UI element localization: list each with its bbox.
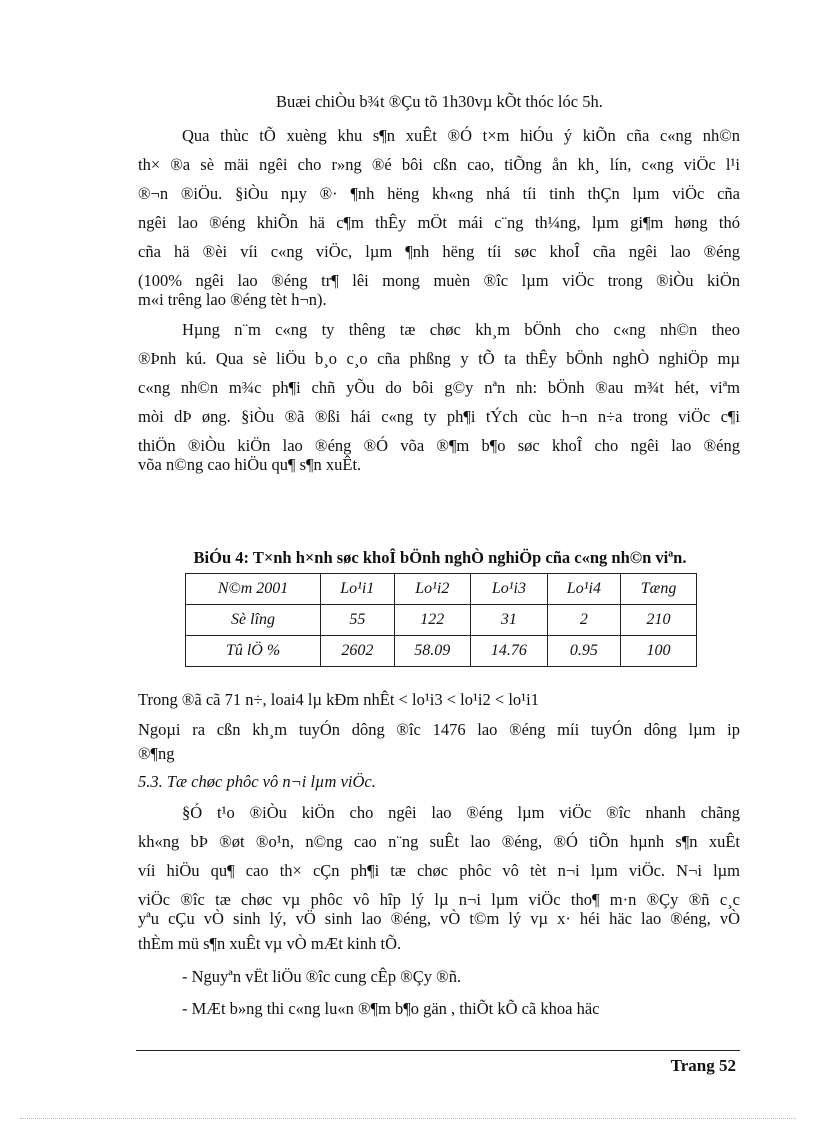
table-cell: 58.09 xyxy=(394,636,471,667)
paragraph-line: võa n©ng cao hiÖu qu¶ s¶n xuÊt. xyxy=(138,455,362,474)
paragraph-line: mòi dÞ øng. §iÒu ®ã ®ßi hái c«ng ty ph¶i tÝch cùc h¬n n÷a trong viÖc c¶i xyxy=(138,407,740,426)
paragraph-line: ngêi lao ®éng khiÕn hä c¶m thÊy mÖt mái c¨ng th¼ng, lµm gi¶m høng thó xyxy=(138,213,740,232)
table-header-cell: Lo¹i2 xyxy=(394,574,471,605)
table-cell: 31 xyxy=(471,605,548,636)
table-cell: Tû lÖ % xyxy=(186,636,321,667)
paragraph-line: (100% ngêi lao ®éng tr¶ lêi mong muèn ®îc lµm viÖc trong ®iÒu kiÖn xyxy=(138,271,740,290)
paragraph-line: ®¶ng xyxy=(138,744,175,763)
paragraph-line: thÈm mü s¶n xuÊt vµ vÒ mÆt kinh tÕ. xyxy=(138,934,402,953)
list-item: - MÆt b»ng thi c«ng lu«n ®¶m b¶o gän , thiÕt kÕ cã khoa häc xyxy=(182,999,600,1018)
table-cell: 122 xyxy=(394,605,471,636)
paragraph-line: c«ng nh©n m¾c ph¶i chñ yÕu do bôi g©y nªn nh: bÖnh ®au m¾t hét, viªm xyxy=(138,378,740,397)
paragraph-line: Trong ®ã cã 71 n÷, loai4 lµ kÐm nhÊt < lo¹i3 < lo¹i2 < lo¹i1 xyxy=(138,690,539,709)
table-header-cell: Tæng xyxy=(621,574,697,605)
list-item: - Nguyªn vËt liÖu ®îc cung cÊp ®Çy ®ñ. xyxy=(182,967,462,986)
footer-rule xyxy=(136,1050,740,1051)
table-cell: 100 xyxy=(621,636,697,667)
paragraph-line: viÖc ®îc tæ chøc vµ phôc vô hîp lý lµ n¬i lµm viÖc tho¶ m·n ®Çy ®ñ c¸c xyxy=(138,890,740,909)
paragraph-line: ®Þnh kú. Qua sè liÖu b¸o c¸o cña phßng y tÕ ta thÊy bÖnh nghÒ nghiÖp mµ xyxy=(138,349,740,368)
paragraph-line: kh«ng bÞ ®øt ®o¹n, n©ng cao n¨ng suÊt lao ®éng, ®Ó tiÕn hµnh s¶n xuÊt xyxy=(138,832,740,851)
table-header-cell: N©m 2001 xyxy=(186,574,321,605)
paragraph-line: m«i trêng lao ®éng tèt h¬n). xyxy=(138,290,327,309)
table-header-row xyxy=(186,574,697,605)
paragraph-line: Qua thùc tÕ xuèng khu s¶n xuÊt ®Ó t×m hiÓu ý kiÕn cña c«ng nh©n xyxy=(182,126,740,145)
page-edge-divider xyxy=(20,1118,796,1119)
table-cell: Sè lîng xyxy=(186,605,321,636)
table-row xyxy=(186,636,697,667)
paragraph-line: víi hiÖu qu¶ cao th× cÇn ph¶i tæ chøc phôc vô tèt n¬i lµm viÖc. N¬i lµm xyxy=(138,861,740,880)
paragraph-line: Buæi chiÒu b¾t ®Çu tõ 1h30vµ kÕt thóc lóc 5h. xyxy=(276,92,603,111)
health-stats-table xyxy=(185,573,697,667)
paragraph-line: yªu cÇu vÒ sinh lý, vÖ sinh lao ®éng, vÒ t©m lý vµ x· héi häc lao ®éng, vÒ xyxy=(138,909,740,928)
table-cell: 2602 xyxy=(321,636,394,667)
table-cell: 0.95 xyxy=(547,636,620,667)
paragraph-line: thiÖn ®iÒu kiÖn lao ®éng ®Ó võa ®¶m b¶o søc khoÎ cho ngêi lao ®éng xyxy=(138,436,740,455)
paragraph-line: Hµng n¨m c«ng ty thêng tæ chøc kh¸m bÖnh cho c«ng nh©n theo xyxy=(182,320,740,339)
paragraph-line: Ngoµi ra cßn kh¸m tuyÓn dông ®îc 1476 lao ®éng míi tuyÓn dông lµm ip xyxy=(138,720,740,739)
section-heading: 5.3. Tæ chøc phôc vô n¬i lµm viÖc. xyxy=(138,772,376,791)
table-row xyxy=(186,605,697,636)
table-caption: BiÓu 4: T×nh h×nh søc khoÎ bÖnh nghÒ nghiÖp cña c«ng nh©n viªn. xyxy=(193,548,687,567)
table-header-cell: Lo¹i4 xyxy=(547,574,620,605)
paragraph-line: th× ®a sè mäi ngêi cho r»ng ®é bôi cßn cao, tiÕng ån kh¸ lín, c«ng viÖc l¹i xyxy=(138,155,740,174)
paragraph-line: cña hä ®èi víi c«ng viÖc, lµm ¶nh hëng tíi søc khoÎ cña ngêi lao ®éng xyxy=(138,242,740,261)
paragraph-line: ®¬n ®iÖu. §iÒu nµy ®· ¶nh hëng kh«ng nhá tíi tinh thÇn lµm viÖc cña xyxy=(138,184,740,203)
table-cell: 14.76 xyxy=(471,636,548,667)
table-cell: 2 xyxy=(547,605,620,636)
paragraph-line: §Ó t¹o ®iÒu kiÖn cho ngêi lao ®éng lµm viÖc ®îc nhanh chãng xyxy=(182,803,740,822)
table-header-cell: Lo¹i1 xyxy=(321,574,394,605)
page-number: Trang 52 xyxy=(670,1056,736,1075)
table-header-cell: Lo¹i3 xyxy=(471,574,548,605)
table-cell: 210 xyxy=(621,605,697,636)
table-cell: 55 xyxy=(321,605,394,636)
